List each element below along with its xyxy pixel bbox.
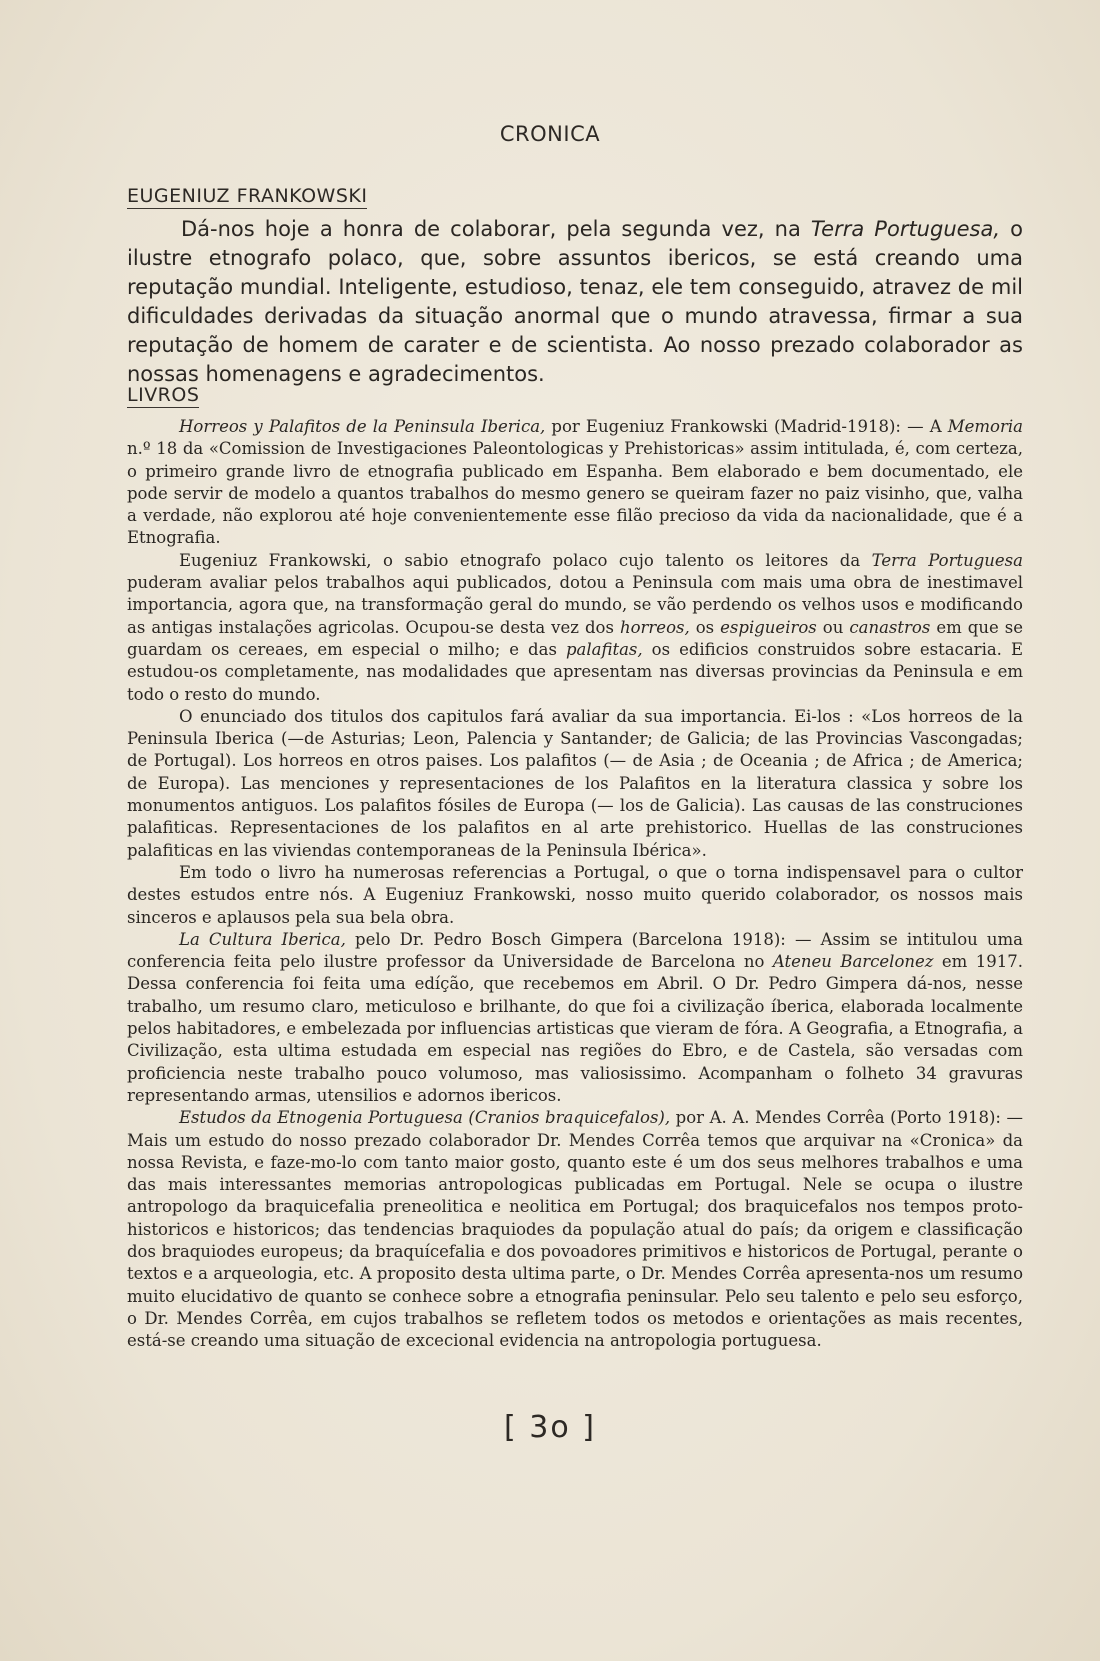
chapter-titles-paragraph: O enunciado dos titulos dos capitulos fará avaliar da sua importancia. Ei-los : «Los horreos de la Peninsula Iberica (—de Asturias; Leon, Palencia y Santander; de Galicia; de las Provincias Vascongadas; de Portugal). Los horreos en otros paises. Los palafitos (— de Asia ; de Oceania ; de Africa ; de America; de Europa). Las menciones y representaciones de los Palafitos en la literatura classica y sobre los monumentos antiguos. Los palafitos fósiles de Europa (— los de Galicia). Las causas de las construciones palafiticas. Representaciones de los palafitos en al arte prehistorico. Huellas de las construciones palafiticas en las viviendas contemporaneas de la Peninsula Ibérica». xyxy=(127,706,1023,860)
italic-run: Terra Portuguesa xyxy=(871,550,1023,570)
intro-text-a: Dá-nos hoje a honra de colaborar, pela segunda vez, na xyxy=(181,217,811,241)
review-etnogenia xyxy=(127,1107,1023,1352)
italic-run: Memoria xyxy=(947,417,1023,436)
section-title-eugeniuz: EUGENIUZ FRANKOWSKI xyxy=(127,185,368,207)
italic-run: canastros xyxy=(849,617,931,637)
section-livros xyxy=(127,384,1023,1352)
text-run: pelo Dr. Pedro Bosch Gimpera (Barcelona 1918): — Assim se intitulou uma conferencia feita pelo ilustre professor da Universidade de Barcelona no xyxy=(127,929,1023,972)
text-run: em 1917. Dessa conferencia foi feita uma edíção, que recebemos em Abril. O Dr. Pedro Gimpera dá-nos, nesse trabalho, um resumo claro, meticuloso e brilhante, do que foi a civilização íberica, elaborada localmente pelos habitadores, e embelezada por influencias artisticas que vieram de fóra. A Geografia, a Etnografia, a Civilização, esta ultima estudada em especial nas regiões do Ebro, e de Castela, são versadas com proficiencia neste trabalho pouco volumoso, mas valiosissimo. Acompanham o folheto 34 gravuras representando armas, utensilios e adornos ibericos. xyxy=(127,952,1024,1105)
italic-run: espigueiros xyxy=(720,617,817,637)
review-horreos xyxy=(127,416,1023,550)
text-run: os xyxy=(689,617,721,637)
section-eugeniuz xyxy=(127,185,1023,389)
text-run: puderam avaliar pelos trabalhos aqui publicados, dotou a Peninsula com mais uma obra de inestimavel importancia, agora que, na transformação geral do mundo, se vão perdendo os velhos usos e modificando as antigas instalações agricolas. Ocupou-se desta vez dos xyxy=(127,573,1023,637)
italic-run: Ateneu Barcelonez xyxy=(772,952,934,972)
text-run: n.º 18 da «Comission de Investigaciones Paleontologicas y Prehistoricas» assim intitulada, é, com certeza, o primeiro grande livro de etnografia publicado em Espanha. Bem elaborado e bem documentado, ele pode servir de modelo a quantos trabalhos do mesmo genero se queiram fazer no paiz visinho, que, valha a verdade, não explorou até hoje convenientemente esse filão precioso da vida da nacionalidade, que é a Etnografia. xyxy=(127,439,1023,548)
portugal-references-paragraph: Em todo o livro ha numerosas referencias a Portugal, o que o torna indispensavel para o cultor destes estudos entre nós. A Eugeniuz Frankowski, nosso muito querido colaborador, os nossos mais sinceros e aplausos pela sua bela obra. xyxy=(127,862,1023,927)
book-title-horreos: Horreos y Palafitos de la Peninsula Iberica, xyxy=(179,417,546,436)
livros-body xyxy=(127,416,1023,1352)
intro-text-b: o ilustre etnografo polaco, que, sobre assuntos ibericos, se está creando uma reputação mundial. Inteligente, estudioso, tenaz, ele tem conseguido, atravez de mil dificuldades derivadas da situação anormal que o mundo atravessa, firmar a sua reputação de homem de carater e de scientista. Ao nosso prezado colaborador as nossas homenagens e agradecimentos. xyxy=(127,217,1023,386)
running-title: CRONICA xyxy=(499,122,601,146)
intro-paragraph xyxy=(127,215,1023,389)
text-run: em que se guardam os cereaes, em especial o milho; e das xyxy=(127,617,1023,659)
review-horreos-continued xyxy=(127,550,1023,706)
text-run: ou xyxy=(816,617,850,637)
text-run: por Eugeniuz Frankowski (Madrid-1918): — A xyxy=(545,417,948,436)
text-run: os edificios construidos sobre estacaria. E estudou-os completamente, nas modalidades que apresentam nas diversas provincias da Peninsula e em todo o resto do mundo. xyxy=(127,639,1023,704)
book-title-etnogenia: Estudos da Etnogenia Portuguesa (Cranios braquicefalos), xyxy=(179,1108,671,1128)
intro-italic-title: Terra Portuguesa, xyxy=(810,217,1001,241)
text-run: por A. A. Mendes Corrêa (Porto 1918): — Mais um estudo do nosso prezado colaborador Dr. Mendes Corrêa temos que arquivar na «Cronica» da nossa Revista, e faze-mo-lo com tanto maior gosto, quanto este é um dos seus melhores trabalhos e uma das mais interessantes memorias antropologicas publicadas em Portugal. Nele se ocupa o ilustre antropologo da braquicefalia preneolitica e neolitica em Portugal; dos braquicefalos nos tempos proto-historicos e historicos; das tendencias braquiodes da população atual do país; da origem e classificação dos braquiodes europeus; da braquícefalia e dos povoadores primitivos e historicos de Portugal, perante o textos e a arqueologia, etc. A proposito desta ultima parte, o Dr. Mendes Corrêa apresenta-nos um resumo muito elucidativo de quanto se conhece sobre a etnografia peninsular. Pelo seu talento e pelo seu esforço, o Dr. Mendes Corrêa, em cujos trabalhos se refletem todos os metodos e orientações as mais recentes, está-se creando uma situação de excecional evidencia na antropologia portuguesa. xyxy=(127,1108,1023,1351)
text-run: Eugeniuz Frankowski, o sabio etnografo polaco cujo talento os leitores da xyxy=(179,550,872,570)
section-title-livros: LIVROS xyxy=(127,384,200,406)
review-cultura-iberica xyxy=(127,929,1023,1107)
book-title-cultura-iberica: La Cultura Iberica, xyxy=(179,929,346,949)
page-number: [ 3o ] xyxy=(504,1410,596,1445)
italic-run: horreos, xyxy=(619,617,690,637)
italic-run: palafitas, xyxy=(565,639,643,659)
